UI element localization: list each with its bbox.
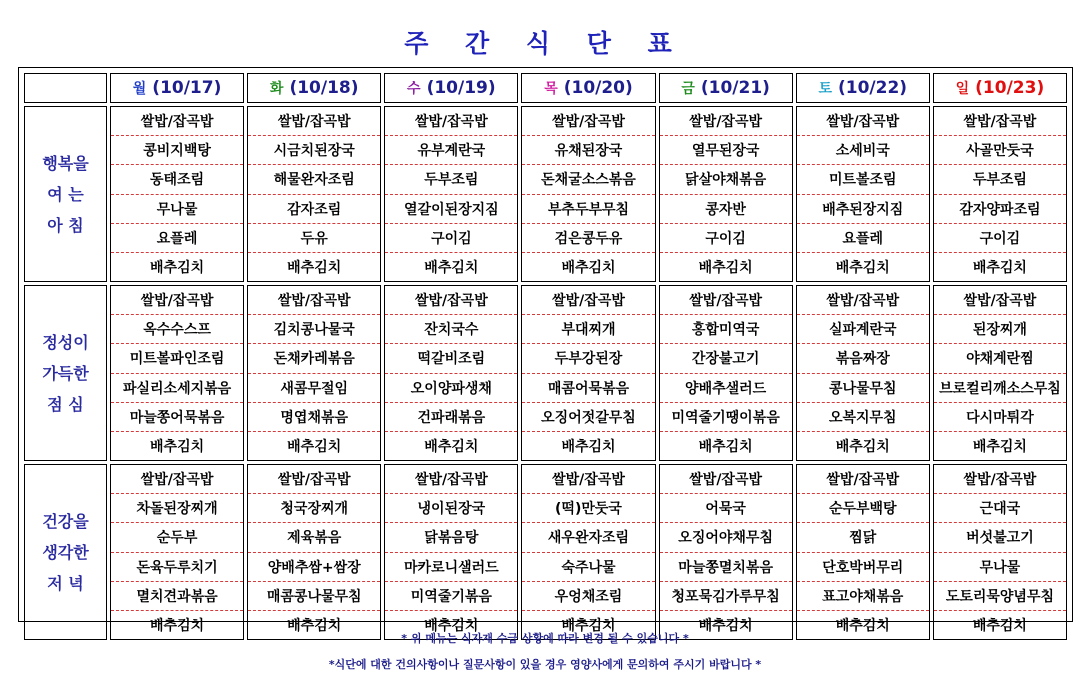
- dish-item: 유채된장국: [522, 136, 654, 165]
- menu-cell: [933, 285, 1067, 461]
- dish-item: 순두부: [111, 523, 243, 552]
- dish-item: 홍합미역국: [660, 315, 792, 344]
- dish-item: 매콤콩나물무침: [248, 582, 380, 611]
- meal-label-line: 점 심: [47, 394, 84, 414]
- meal-label-line: 행복을: [42, 153, 89, 173]
- dish-item: 파실리소세지볶음: [111, 374, 243, 403]
- menu-cell: [933, 464, 1067, 640]
- dish-list: [385, 286, 517, 460]
- dish-item: 소세비국: [797, 136, 929, 165]
- dish-item: 두부조림: [385, 165, 517, 194]
- menu-cell: [384, 106, 518, 282]
- dish-item: 부대찌개: [522, 315, 654, 344]
- meal-label: [24, 464, 107, 640]
- dish-item: (떡)만둣국: [522, 494, 654, 523]
- dish-item: 쌀밥/잡곡밥: [797, 107, 929, 136]
- menu-cell: [384, 285, 518, 461]
- dish-item: 배추김치: [287, 438, 342, 455]
- dish-item: 표고야채볶음: [797, 582, 929, 611]
- dish-item: 배추김치: [424, 259, 479, 276]
- dish-item: 두부강된장: [522, 344, 654, 373]
- dish-item: 미트볼파인조림: [111, 344, 243, 373]
- dish-list: [248, 107, 380, 281]
- dish-item: 배추김치: [972, 617, 1027, 634]
- day-header-5: [796, 73, 930, 103]
- dish-item: 닭살야채볶음: [660, 165, 792, 194]
- dish-item: 쌀밥/잡곡밥: [660, 107, 792, 136]
- dish-item: 배추김치: [150, 438, 205, 455]
- meal-label-line: 건강을: [42, 511, 89, 531]
- dish-item: 배추김치: [698, 617, 753, 634]
- dish-item: 요플레: [111, 224, 243, 253]
- dish-item: 배추김치: [835, 617, 890, 634]
- meal-label-line: 가득한: [42, 363, 89, 383]
- dish-list: [248, 465, 380, 639]
- dish-item: 마늘쫑어묵볶음: [111, 403, 243, 432]
- meal-label-line: 정성이: [42, 332, 89, 352]
- dish-item: 미역줄기땡이볶음: [660, 403, 792, 432]
- dish-list: [385, 107, 517, 281]
- dish-item: 청포묵김가루무침: [660, 582, 792, 611]
- dish-list: [660, 107, 792, 281]
- menu-cell: [110, 285, 244, 461]
- dish-list: [934, 465, 1066, 639]
- menu-cell: [933, 106, 1067, 282]
- dish-list: [934, 286, 1066, 460]
- dish-item: 배추김치: [835, 438, 890, 455]
- dish-item: 두유: [248, 224, 380, 253]
- dish-item: 볶음짜장: [797, 344, 929, 373]
- day-3-label: (10/20): [563, 78, 633, 98]
- day-1-label: (10/18): [289, 78, 359, 98]
- dish-item: 옥수수스프: [111, 315, 243, 344]
- dish-item: 해물완자조림: [248, 165, 380, 194]
- day-header-0: [110, 73, 244, 103]
- dish-item: 배추김치: [561, 259, 616, 276]
- dish-item: 쌀밥/잡곡밥: [385, 465, 517, 494]
- dish-item: 배추김치: [561, 617, 616, 634]
- day-5-icon: 토: [818, 81, 832, 97]
- dish-item: 사골만둣국: [934, 136, 1066, 165]
- dish-item: 근대국: [934, 494, 1066, 523]
- menu-cell: [110, 464, 244, 640]
- meal-row: [24, 464, 1067, 640]
- menu-cell: [521, 285, 655, 461]
- dish-list: [522, 465, 654, 639]
- dish-item: 잔치국수: [385, 315, 517, 344]
- dish-item: 오징어젓갈무침: [522, 403, 654, 432]
- dish-item: 배추김치: [287, 617, 342, 634]
- dish-item: 부추두부무침: [522, 195, 654, 224]
- day-header-2: [384, 73, 518, 103]
- dish-item: 쌀밥/잡곡밥: [934, 465, 1066, 494]
- meal-label-line: 아 침: [47, 215, 84, 235]
- day-header-4: [659, 73, 793, 103]
- dish-item: 유부계란국: [385, 136, 517, 165]
- dish-item: 쌀밥/잡곡밥: [248, 286, 380, 315]
- dish-item: 순두부백탕: [797, 494, 929, 523]
- dish-item: 배추김치: [698, 438, 753, 455]
- dish-item: 감자양파조림: [934, 195, 1066, 224]
- dish-item: 청국장찌개: [248, 494, 380, 523]
- dish-item: 검은콩두유: [522, 224, 654, 253]
- dish-item: 쌀밥/잡곡밥: [248, 465, 380, 494]
- dish-item: 콩비지백탕: [111, 136, 243, 165]
- dish-item: 떡갈비조림: [385, 344, 517, 373]
- dish-item: 쌀밥/잡곡밥: [797, 465, 929, 494]
- day-2-icon: 수: [407, 81, 421, 97]
- day-4-label: (10/21): [700, 78, 770, 98]
- dish-item: 배추김치: [150, 617, 205, 634]
- note-1: * 위 메뉴는 식자재 수급 상황에 따라 변경 될 수 있습니다 *: [401, 632, 689, 645]
- dish-item: 돈육두루치기: [111, 553, 243, 582]
- dish-item: 배추된장지짐: [797, 195, 929, 224]
- dish-item: 쌀밥/잡곡밥: [522, 286, 654, 315]
- dish-item: 오복지무침: [797, 403, 929, 432]
- dish-item: 찜닭: [797, 523, 929, 552]
- menu-cell: [247, 106, 381, 282]
- dish-list: [522, 107, 654, 281]
- dish-list: [385, 465, 517, 639]
- dish-item: 배추김치: [150, 259, 205, 276]
- menu-cell: [521, 464, 655, 640]
- note-2: *식단에 대한 건의사항이나 질문사항이 있을 경우 영양사에게 문의하여 주시기 바랍니다 *: [328, 658, 762, 671]
- dish-item: 무나물: [934, 553, 1066, 582]
- menu-cell: [247, 285, 381, 461]
- meal-label: [24, 285, 107, 461]
- dish-item: 매콤어묵볶음: [522, 374, 654, 403]
- dish-list: [660, 465, 792, 639]
- dish-item: 열무된장국: [660, 136, 792, 165]
- dish-item: 냉이된장국: [385, 494, 517, 523]
- day-header-6: [933, 73, 1067, 103]
- meal-label-line: 여 는: [47, 184, 84, 204]
- day-3-icon: 목: [544, 81, 558, 97]
- dish-item: 콩나물무침: [797, 374, 929, 403]
- dish-item: 구이김: [385, 224, 517, 253]
- dish-item: 오이양파생채: [385, 374, 517, 403]
- dish-item: 닭볶음탕: [385, 523, 517, 552]
- dish-item: 쌀밥/잡곡밥: [522, 465, 654, 494]
- dish-item: 버섯불고기: [934, 523, 1066, 552]
- dish-item: 마늘쫑멸치볶음: [660, 553, 792, 582]
- dish-item: 양배추쌈+쌈장: [248, 553, 380, 582]
- dish-list: [660, 286, 792, 460]
- dish-list: [248, 286, 380, 460]
- dish-item: 쌀밥/잡곡밥: [385, 286, 517, 315]
- dish-item: 돈채카레볶음: [248, 344, 380, 373]
- meal-label-line: 생각한: [42, 542, 89, 562]
- dish-item: 돈채굴소스볶음: [522, 165, 654, 194]
- day-2-label: (10/19): [426, 78, 496, 98]
- dish-item: 쌀밥/잡곡밥: [934, 286, 1066, 315]
- dish-item: 간장불고기: [660, 344, 792, 373]
- dish-item: 배추김치: [561, 438, 616, 455]
- dish-item: 콩자반: [660, 195, 792, 224]
- dish-item: 열갈이된장지짐: [385, 195, 517, 224]
- dish-item: 멸치견과볶음: [111, 582, 243, 611]
- menu-cell: [659, 464, 793, 640]
- meal-row: [24, 285, 1067, 461]
- day-4-icon: 금: [681, 81, 695, 97]
- dish-item: 명엽채볶음: [248, 403, 380, 432]
- day-0-icon: 월: [132, 81, 147, 97]
- weekly-menu-table: [21, 70, 1070, 643]
- dish-list: [111, 465, 243, 639]
- dish-list: [797, 286, 929, 460]
- dish-item: 마카로니샐러드: [385, 553, 517, 582]
- day-6-icon: 일: [955, 81, 970, 97]
- dish-item: 오징어야채무침: [660, 523, 792, 552]
- dish-item: 두부조림: [934, 165, 1066, 194]
- day-header-1: [247, 73, 381, 103]
- day-5-label: (10/22): [838, 78, 908, 98]
- dish-item: 우엉채조림: [522, 582, 654, 611]
- menu-cell: [659, 285, 793, 461]
- dish-list: [522, 286, 654, 460]
- dish-item: 실파계란국: [797, 315, 929, 344]
- dish-item: 쌀밥/잡곡밥: [522, 107, 654, 136]
- page-title: 주 간 식 단 표: [404, 29, 686, 58]
- menu-cell: [247, 464, 381, 640]
- dish-list: [797, 107, 929, 281]
- dish-item: 쌀밥/잡곡밥: [797, 286, 929, 315]
- menu-cell: [110, 106, 244, 282]
- dish-list: [797, 465, 929, 639]
- dish-item: 구이김: [660, 224, 792, 253]
- dish-item: 무나물: [111, 195, 243, 224]
- dish-item: 미트볼조림: [797, 165, 929, 194]
- day-1-icon: 화: [269, 81, 284, 97]
- dish-item: 새우완자조림: [522, 523, 654, 552]
- dish-item: 감자조림: [248, 195, 380, 224]
- dish-list: [111, 107, 243, 281]
- dish-item: 쌀밥/잡곡밥: [111, 465, 243, 494]
- dish-item: 양배추샐러드: [660, 374, 792, 403]
- menu-cell: [384, 464, 518, 640]
- dish-item: 제육볶음: [248, 523, 380, 552]
- dish-item: 건파래볶음: [385, 403, 517, 432]
- meal-label-line: 저 녁: [47, 573, 84, 593]
- dish-item: 배추김치: [424, 617, 479, 634]
- dish-list: [934, 107, 1066, 281]
- dish-item: 쌀밥/잡곡밥: [111, 107, 243, 136]
- dish-item: 배추김치: [972, 438, 1027, 455]
- dish-item: 쌀밥/잡곡밥: [660, 465, 792, 494]
- dish-item: 김치콩나물국: [248, 315, 380, 344]
- day-6-label: (10/23): [975, 78, 1045, 98]
- menu-cell: [659, 106, 793, 282]
- dish-item: 구이김: [934, 224, 1066, 253]
- dish-item: 배추김치: [972, 259, 1027, 276]
- dish-item: 쌀밥/잡곡밥: [934, 107, 1066, 136]
- dish-item: 배추김치: [698, 259, 753, 276]
- dish-item: 배추김치: [835, 259, 890, 276]
- dish-item: 쌀밥/잡곡밥: [248, 107, 380, 136]
- dish-item: 도토리묵양념무침: [934, 582, 1066, 611]
- dish-item: 새콤무절임: [248, 374, 380, 403]
- dish-item: 다시마튀각: [934, 403, 1066, 432]
- menu-cell: [796, 464, 930, 640]
- dish-item: 숙주나물: [522, 553, 654, 582]
- day-0-label: (10/17): [152, 78, 222, 98]
- dish-item: 어묵국: [660, 494, 792, 523]
- dish-item: 쌀밥/잡곡밥: [385, 107, 517, 136]
- meal-row: [24, 106, 1067, 282]
- dish-item: 시금치된장국: [248, 136, 380, 165]
- meal-label: [24, 106, 107, 282]
- dish-item: 차돌된장찌개: [111, 494, 243, 523]
- dish-item: 쌀밥/잡곡밥: [660, 286, 792, 315]
- header-row: [24, 73, 1067, 103]
- dish-item: 배추김치: [287, 259, 342, 276]
- corner-cell: [24, 73, 107, 103]
- day-header-3: [521, 73, 655, 103]
- dish-item: 요플레: [797, 224, 929, 253]
- dish-item: 단호박버무리: [797, 553, 929, 582]
- menu-cell: [796, 285, 930, 461]
- dish-list: [111, 286, 243, 460]
- menu-cell: [521, 106, 655, 282]
- dish-item: 야채계란찜: [934, 344, 1066, 373]
- dish-item: 동태조림: [111, 165, 243, 194]
- dish-item: 배추김치: [424, 438, 479, 455]
- dish-item: 브로컬리깨소스무침: [934, 374, 1066, 403]
- menu-cell: [796, 106, 930, 282]
- dish-item: 된장찌개: [934, 315, 1066, 344]
- dish-item: 미역줄기볶음: [385, 582, 517, 611]
- dish-item: 쌀밥/잡곡밥: [111, 286, 243, 315]
